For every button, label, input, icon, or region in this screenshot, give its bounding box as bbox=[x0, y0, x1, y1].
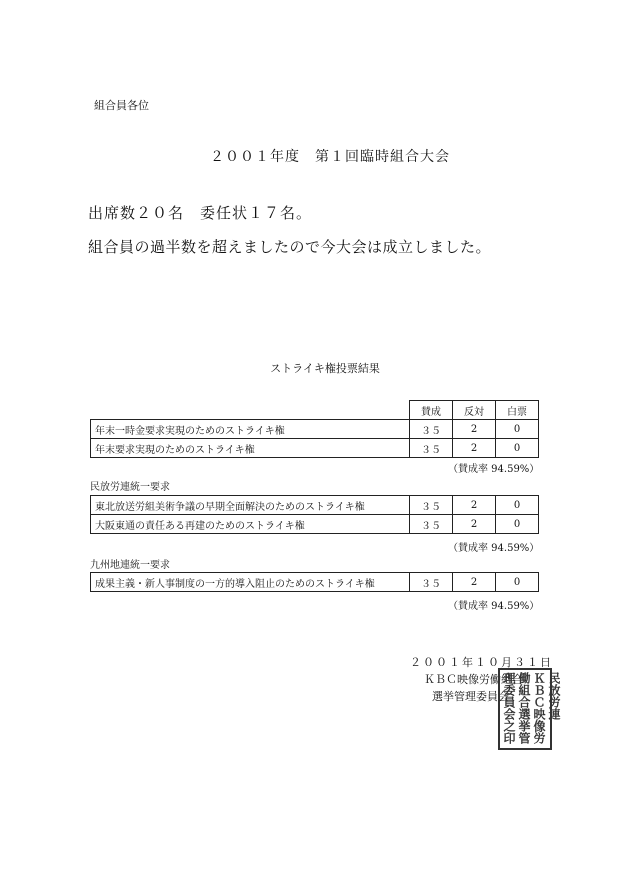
vote-item: 年末一時金要求実現のためのストライキ権 bbox=[91, 420, 410, 439]
seal-text-line: 働組合選挙管 bbox=[517, 672, 531, 744]
vote-blank: 0 bbox=[496, 496, 539, 515]
vote-item: 年末要求実現のためのストライキ権 bbox=[91, 439, 410, 458]
vote-no: 2 bbox=[453, 496, 496, 515]
table-row bbox=[91, 515, 539, 534]
column-header-yes: 賛成 bbox=[410, 401, 453, 420]
vote-blank: 0 bbox=[496, 420, 539, 439]
column-header-no: 反対 bbox=[453, 401, 496, 420]
document-title: ２００１年度 第１回臨時組合大会 bbox=[210, 149, 450, 165]
vote-no: 2 bbox=[453, 573, 496, 592]
organization-name: ＫＢＣ映像労働組合 bbox=[424, 673, 523, 686]
column-header-blank: 白票 bbox=[496, 401, 539, 420]
table-row bbox=[91, 439, 539, 458]
quorum-text: 組合員の過半数を超えましたので今大会は成立しました。 bbox=[88, 238, 492, 256]
section-label: 九州地連統一要求 bbox=[90, 560, 170, 571]
vote-no: 2 bbox=[453, 439, 496, 458]
vote-table-kyushu bbox=[90, 572, 539, 592]
table-row bbox=[91, 496, 539, 515]
vote-item: 東北放送労組美術争議の早期全面解決のためのストライキ権 bbox=[91, 496, 410, 515]
committee-name: 選挙管理委員会 bbox=[432, 690, 509, 703]
document-date: ２００１年１０月３１日 bbox=[410, 656, 553, 669]
seal-text-line: 民放労連 bbox=[547, 672, 561, 720]
table-row bbox=[91, 420, 539, 439]
vote-no: 2 bbox=[453, 515, 496, 534]
vote-item: 大阪東通の責任ある再建のためのストライキ権 bbox=[91, 515, 410, 534]
vote-blank: 0 bbox=[496, 515, 539, 534]
vote-no: 2 bbox=[453, 420, 496, 439]
approval-rate: （賛成率 94.59%） bbox=[448, 464, 540, 475]
vote-results-title: ストライキ権投票結果 bbox=[270, 362, 380, 375]
vote-yes: ３５ bbox=[410, 420, 453, 439]
seal-text-line: ＫＢＣ映像労 bbox=[532, 672, 546, 744]
vote-yes: ３５ bbox=[410, 496, 453, 515]
vote-blank: 0 bbox=[496, 573, 539, 592]
approval-rate: （賛成率 94.59%） bbox=[448, 543, 540, 554]
vote-blank: 0 bbox=[496, 439, 539, 458]
vote-table-minpororen bbox=[90, 495, 539, 534]
vote-yes: ３５ bbox=[410, 573, 453, 592]
addressee: 組合員各位 bbox=[94, 99, 149, 112]
attendance-text: 出席数２０名 委任状１７名。 bbox=[88, 204, 313, 222]
vote-table-annual bbox=[90, 400, 539, 458]
section-label: 民放労連統一要求 bbox=[90, 482, 170, 493]
official-seal-stamp bbox=[498, 668, 561, 750]
vote-yes: ３５ bbox=[410, 439, 453, 458]
seal-text-line: 理委員会之印 bbox=[502, 672, 516, 744]
approval-rate: （賛成率 94.59%） bbox=[448, 601, 540, 612]
table-row bbox=[91, 573, 539, 592]
vote-item: 成果主義・新人事制度の一方的導入阻止のためのストライキ権 bbox=[91, 573, 410, 592]
vote-yes: ３５ bbox=[410, 515, 453, 534]
